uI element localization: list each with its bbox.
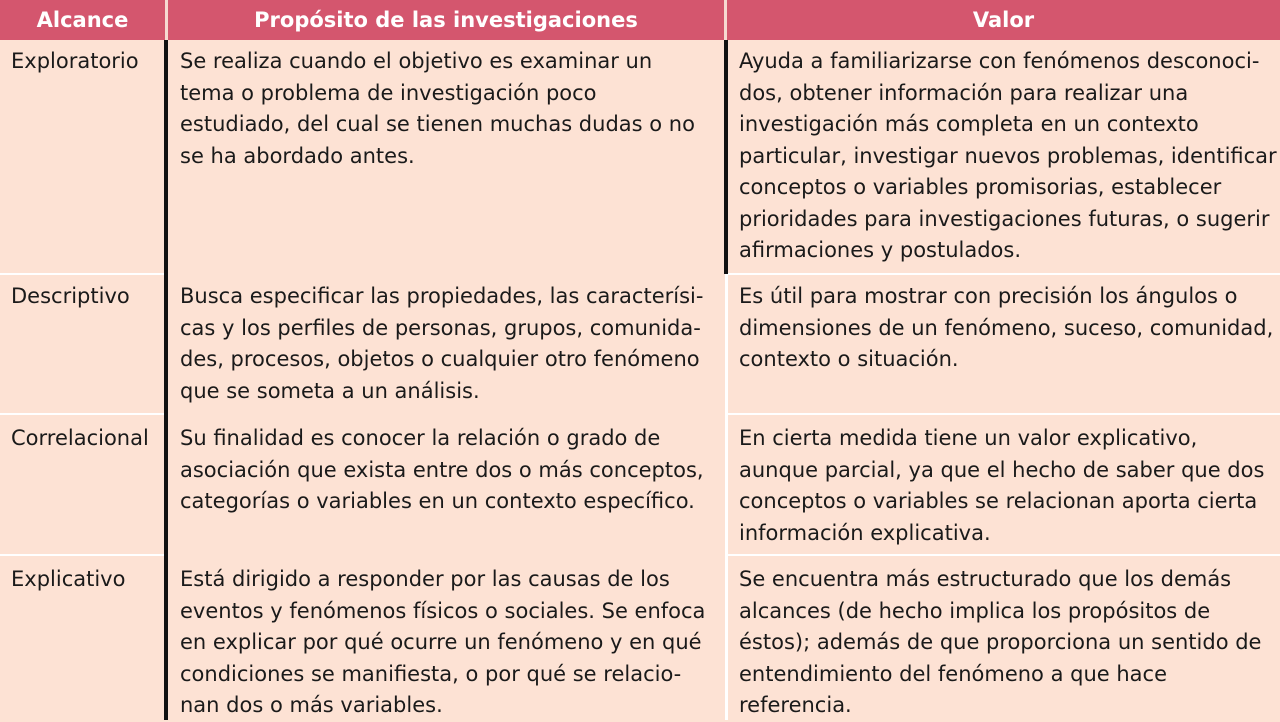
alcance-cell: Exploratorio <box>11 49 139 73</box>
text-line: nan dos o más variables. <box>180 693 443 717</box>
valor-cell <box>739 46 1277 267</box>
text-line: des, procesos, objetos o cualquier otro fenómeno <box>180 347 700 371</box>
text-line: que se someta a un análisis. <box>180 378 480 403</box>
text-line: investigación más completa en un contexto <box>739 112 1199 136</box>
text-line: tema o problema de investigación poco <box>180 80 597 105</box>
text-line: particular, investigar nuevos problemas, identificar <box>739 143 1277 168</box>
text-line: Es útil para mostrar con precisión los ángulos o <box>739 284 1238 308</box>
text-line: información explicativa. <box>739 520 991 545</box>
proposito-cell <box>180 564 705 722</box>
table-header <box>0 0 1280 40</box>
column-divider <box>724 40 728 274</box>
text-line: dimensiones de un fenómeno, suceso, comunidad, <box>739 315 1274 340</box>
row-divider <box>0 554 164 556</box>
row-divider <box>728 273 1280 275</box>
text-line: categorías o variables en un contexto específico. <box>180 489 695 513</box>
proposito-cell <box>180 281 703 407</box>
row-divider <box>0 413 164 415</box>
row-divider <box>728 413 1280 415</box>
text-line: conceptos o variables se relacionan aporta cierta <box>739 489 1258 513</box>
text-line: estudiado, del cual se tienen muchas dudas o no <box>180 112 695 136</box>
text-line: condiciones se manifiesta, o por qué se relacio- <box>180 661 682 686</box>
proposito-cell <box>180 46 695 172</box>
text-line: en explicar por qué ocurre un fenómeno y en qué <box>180 630 702 654</box>
column-divider <box>164 40 168 720</box>
text-line: afirmaciones y postulados. <box>739 238 1022 262</box>
text-line: referencia. <box>739 693 852 717</box>
valor-cell <box>739 281 1273 376</box>
table-row <box>0 281 1280 409</box>
text-line: contexto o situación. <box>739 347 959 371</box>
column-divider <box>725 274 728 720</box>
row-divider <box>728 554 1280 556</box>
text-line: cas y los perfiles de personas, grupos, comunida- <box>180 315 701 340</box>
text-line: alcances (de hecho implica los propósitos de <box>739 598 1211 623</box>
text-line: entendimiento del fenómeno a que hace <box>739 661 1167 686</box>
text-line: éstos); además de que proporciona un sentido de <box>739 630 1262 654</box>
text-line: asociación que exista entre dos o más conceptos, <box>180 457 704 482</box>
text-line: prioridades para investigaciones futuras, o sugerir <box>739 206 1270 231</box>
text-line: Ayuda a familiarizarse con fenómenos desconoci- <box>739 49 1260 73</box>
text-line: Está dirigido a responder por las causas de los <box>180 567 670 591</box>
text-line: Se encuentra más estructurado que los demás <box>739 567 1232 591</box>
alcance-cell: Correlacional <box>11 426 149 450</box>
table-row <box>0 423 1280 551</box>
table-row <box>0 564 1280 720</box>
text-line: En cierta medida tiene un valor explicativo, <box>739 426 1198 450</box>
text-line: Se realiza cuando el objetivo es examinar un <box>180 49 653 73</box>
row-divider <box>0 273 164 275</box>
alcance-cell: Explicativo <box>11 567 126 591</box>
text-line: Su finalidad es conocer la relación o grado de <box>180 426 661 450</box>
header-proposito: Propósito de las investigaciones <box>254 8 638 32</box>
text-line: eventos y fenómenos físicos o sociales. Se enfoca <box>180 598 706 623</box>
text-line: dos, obtener información para realizar una <box>739 80 1189 105</box>
table-row <box>0 46 1280 274</box>
proposito-cell <box>180 423 704 518</box>
valor-cell <box>739 564 1261 722</box>
text-line: se ha abordado antes. <box>180 143 415 168</box>
alcance-cell: Descriptivo <box>11 284 130 308</box>
valor-cell <box>739 423 1264 549</box>
text-line: aunque parcial, ya que el hecho de saber que dos <box>739 457 1265 482</box>
text-line: Busca especificar las propiedades, las caracterísi- <box>180 284 704 308</box>
header-valor: Valor <box>972 8 1035 32</box>
text-line: conceptos o variables promisorias, establecer <box>739 175 1222 199</box>
header-alcance: Alcance <box>36 8 129 32</box>
